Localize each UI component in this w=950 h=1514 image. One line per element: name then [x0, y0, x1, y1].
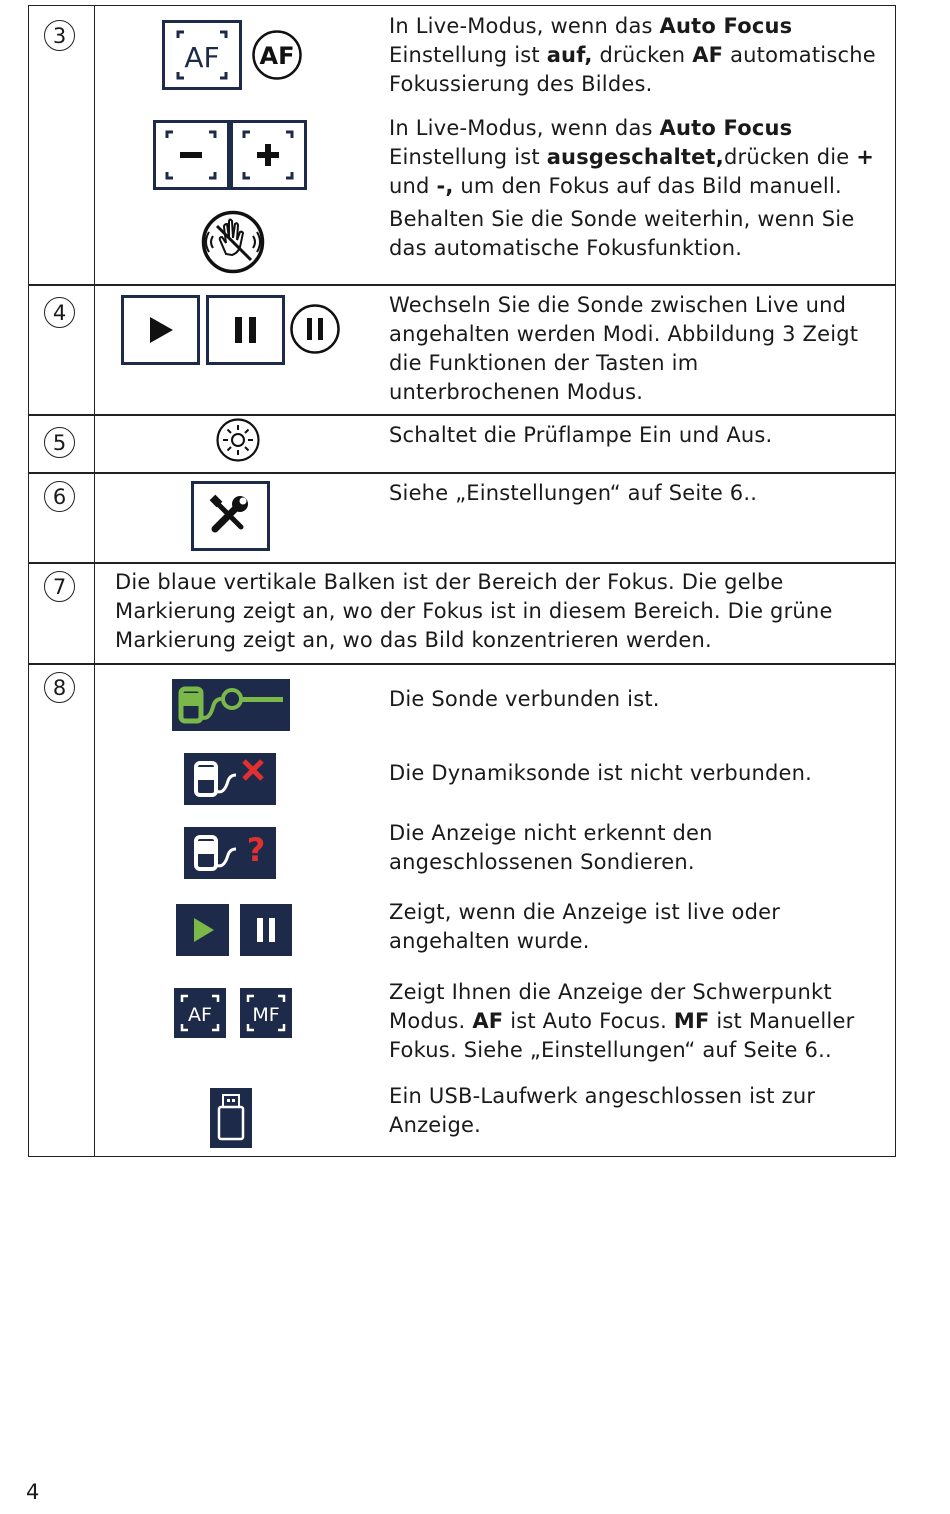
number-cell	[29, 415, 95, 473]
row-8	[28, 663, 896, 1157]
number-cell	[29, 664, 95, 1156]
row-3	[28, 5, 896, 286]
row-8-text-live: Zeigt, wenn die Anzeige ist live oder angehalten wurde.	[389, 900, 781, 953]
row-number-3: 3	[44, 20, 75, 51]
settings-tools-icon	[191, 481, 270, 551]
af-circle-icon	[251, 29, 303, 81]
row-8-text-focus-mode: Zeigt Ihnen die Anzeige der Schwerpunkt Modus. AF ist Auto Focus. MF ist Manueller Fokus. Siehe „Einstellungen“ auf Seite 6..	[389, 980, 855, 1062]
focus-minus-plus-icon	[153, 120, 307, 190]
svg-text:?: ?	[246, 831, 266, 869]
probe-disconnected-icon	[184, 753, 276, 805]
svg-text:AF: AF	[188, 1004, 212, 1026]
row-5	[28, 414, 896, 474]
af-box-icon	[162, 20, 242, 90]
row-number-5: 5	[44, 427, 75, 458]
live-play-status-icon	[176, 904, 229, 956]
row-8-text-disconnected: Die Dynamiksonde ist nicht verbunden.	[389, 761, 813, 785]
number-cell	[29, 563, 95, 664]
number-cell	[29, 473, 95, 563]
row-3-text-3: Behalten Sie die Sonde weiterhin, wenn Sie das automatische Fokusfunktion.	[389, 207, 855, 260]
row-4-text: Wechseln Sie die Sonde zwischen Live und angehalten werden Modi. Abbildung 3 Zeigt die Funktionen der Tasten im unterbrochenen Modus.	[389, 293, 859, 404]
usb-drive-icon	[210, 1088, 252, 1148]
row-number-4: 4	[44, 297, 75, 328]
row-7-text: Die blaue vertikale Balken ist der Bereich der Fokus. Die gelbe Markierung zeigt an, wo der Fokus ist in diesem Bereich. Die grüne Markierung zeigt an, wo das Bild konzentrieren werden.	[115, 570, 833, 652]
pause-circle-icon	[289, 303, 341, 355]
row-6	[28, 472, 896, 564]
row-number-8: 8	[44, 672, 75, 703]
page-number: 4	[26, 1480, 40, 1504]
row-7	[28, 562, 896, 665]
row-4	[28, 284, 896, 416]
row-3-text-2: In Live-Modus, wenn das Auto Focus Einstellung ist ausgeschaltet,drücken die + und -, um den Fokus auf das Bild manuell.	[389, 116, 875, 198]
paused-status-icon	[240, 904, 292, 956]
play-button-icon	[121, 295, 200, 365]
row-8-text-unknown: Die Anzeige nicht erkennt den angeschlossenen Sondieren.	[389, 821, 713, 874]
probe-unknown-icon	[184, 827, 276, 879]
hand-touch-icon	[201, 210, 265, 274]
probe-connected-icon	[172, 679, 290, 731]
svg-text:AF: AF	[184, 41, 220, 74]
row-number-7: 7	[44, 571, 75, 602]
row-3-text-1: In Live-Modus, wenn das Auto Focus Einstellung ist auf, drücken AF automatische Fokussierung des Bildes.	[389, 14, 876, 96]
number-cell	[29, 6, 95, 285]
mf-mode-icon	[240, 988, 292, 1038]
svg-text:AF: AF	[259, 42, 295, 70]
row-6-text: Siehe „Einstellungen“ auf Seite 6..	[389, 481, 758, 505]
svg-text:MF: MF	[252, 1004, 280, 1026]
row-8-text-usb: Ein USB-Laufwerk angeschlossen ist zur Anzeige.	[389, 1084, 816, 1137]
row-number-6: 6	[44, 481, 75, 512]
number-cell	[29, 285, 95, 415]
lamp-sun-icon	[215, 417, 261, 463]
row-8-text-connected: Die Sonde verbunden ist.	[389, 687, 660, 711]
af-mode-icon	[174, 988, 226, 1038]
pause-button-icon	[206, 295, 285, 365]
row-5-text: Schaltet die Prüflampe Ein und Aus.	[389, 423, 773, 447]
